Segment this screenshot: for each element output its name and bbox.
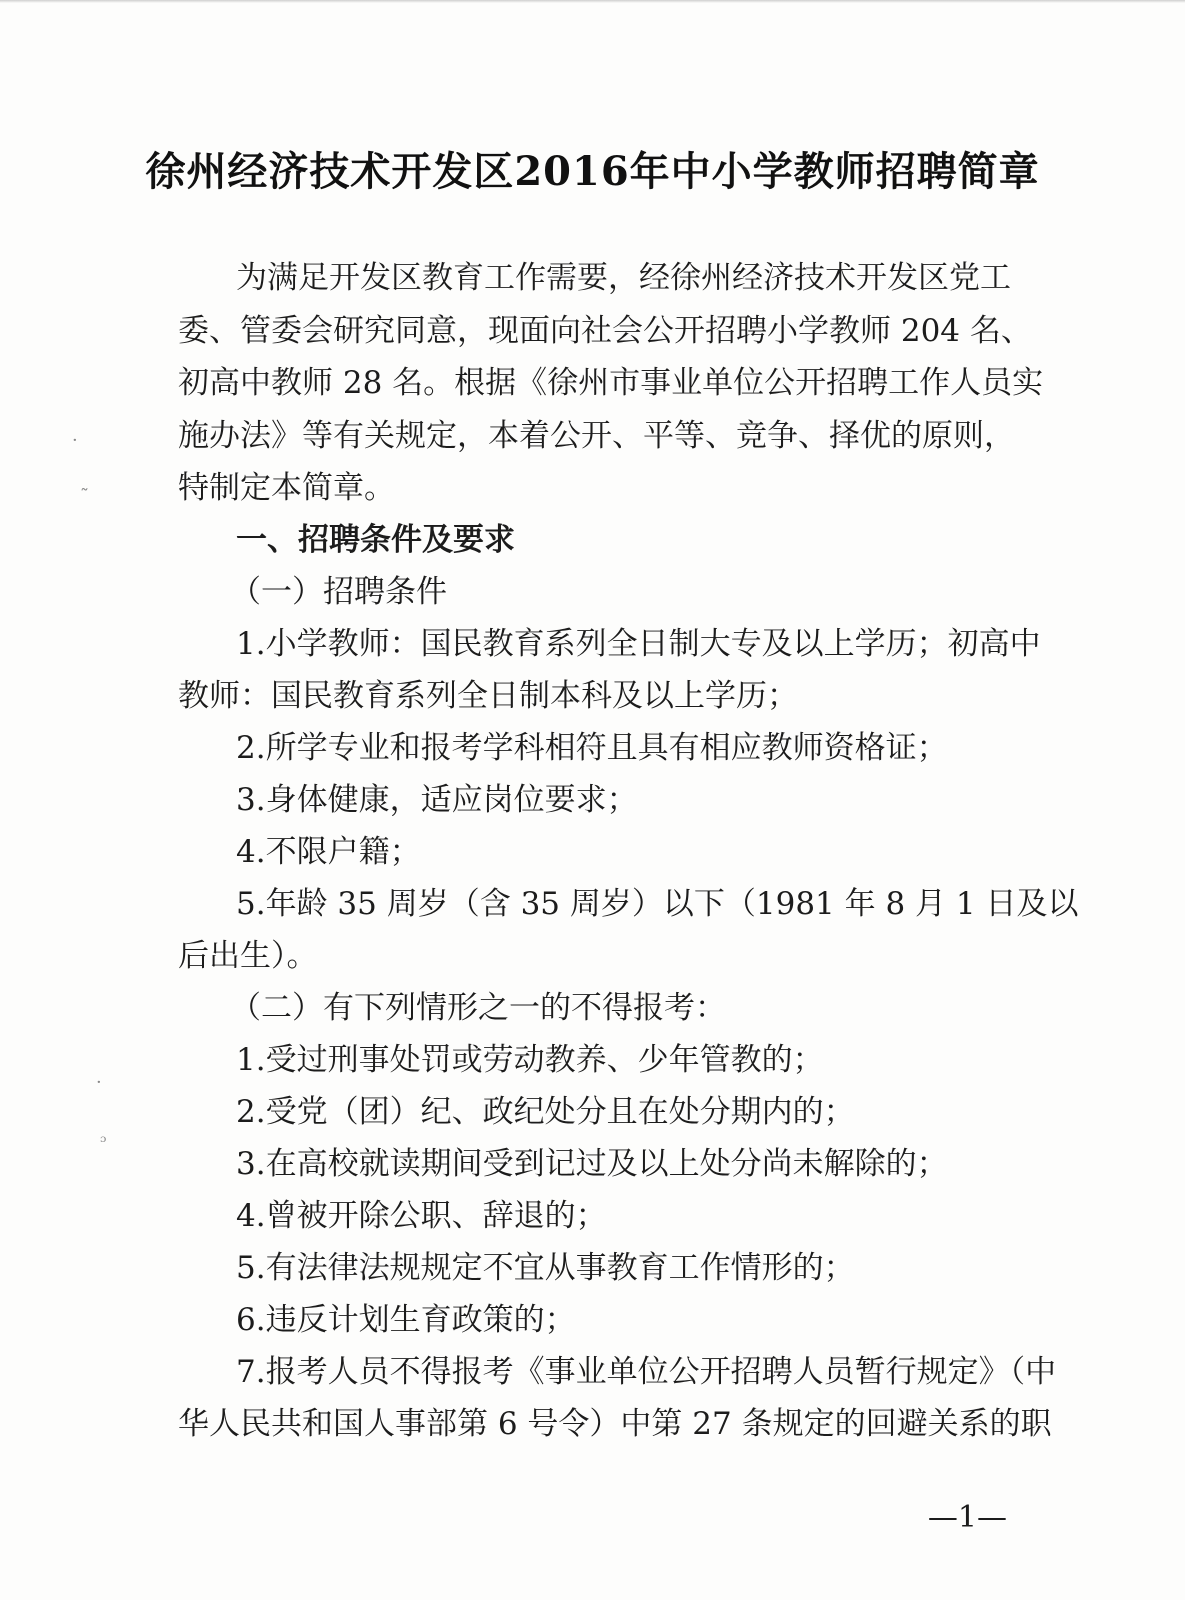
paragraph-line: 为满足开发区教育工作需要，经徐州经济技术开发区党工 (236, 260, 1011, 296)
page-title: 徐州经济技术开发区2016年中小学教师招聘简章 (145, 148, 1040, 195)
page-number: —1— (927, 1500, 1007, 1535)
paragraph-line: 委、管委会研究同意，现面向社会公开招聘小学教师 204 名、 (178, 313, 1032, 349)
list-item-continuation: 教师：国民教育系列全日制本科及以上学历； (178, 678, 798, 714)
list-item: 3.在高校就读期间受到记过及以上处分尚未解除的； (236, 1146, 948, 1182)
list-item: 5.有法律法规规定不宜从事教育工作情形的； (236, 1250, 855, 1286)
paragraph-line: 初高中教师 28 名。根据《徐州市事业单位公开招聘工作人员实 (178, 365, 1044, 401)
paragraph-line: 特制定本简章。 (178, 470, 395, 506)
list-item: 1.受过刑事处罚或劳动教养、少年管教的； (236, 1042, 824, 1078)
scan-speck: · (72, 430, 78, 451)
list-item: 2.受党（团）纪、政纪处分且在处分期内的； (236, 1094, 855, 1130)
list-item: 2.所学专业和报考学科相符且具有相应教师资格证； (236, 730, 948, 766)
subsection-heading: （一）招聘条件 (230, 574, 447, 610)
list-item: 7.报考人员不得报考《事业单位公开招聘人员暂行规定》（中 (236, 1354, 1057, 1390)
scan-speck: · (96, 1072, 102, 1093)
scan-speck: ᵓ (100, 1132, 107, 1153)
list-item-continuation: 华人民共和国人事部第 6 号令）中第 27 条规定的回避关系的职 (178, 1406, 1052, 1442)
paragraph-line: 施办法》等有关规定，本着公开、平等、竞争、择优的原则， (178, 418, 1015, 454)
subsection-heading: （二）有下列情形之一的不得报考： (230, 990, 726, 1026)
list-item: 4.不限户籍； (236, 834, 421, 870)
list-item: 3.身体健康，适应岗位要求； (236, 782, 638, 818)
scan-edge (0, 0, 1185, 3)
list-item: 6.违反计划生育政策的； (236, 1302, 576, 1338)
list-item: 1.小学教师：国民教育系列全日制大专及以上学历；初高中 (236, 626, 1041, 662)
list-item-continuation: 后出生）。 (178, 938, 318, 974)
list-item: 5.年龄 35 周岁（含 35 周岁）以下（1981 年 8 月 1 日及以 (236, 886, 1079, 922)
section-heading: 一、招聘条件及要求 (236, 522, 515, 558)
list-item: 4.曾被开除公职、辞退的； (236, 1198, 607, 1234)
scan-speck: ˜ (80, 486, 89, 507)
